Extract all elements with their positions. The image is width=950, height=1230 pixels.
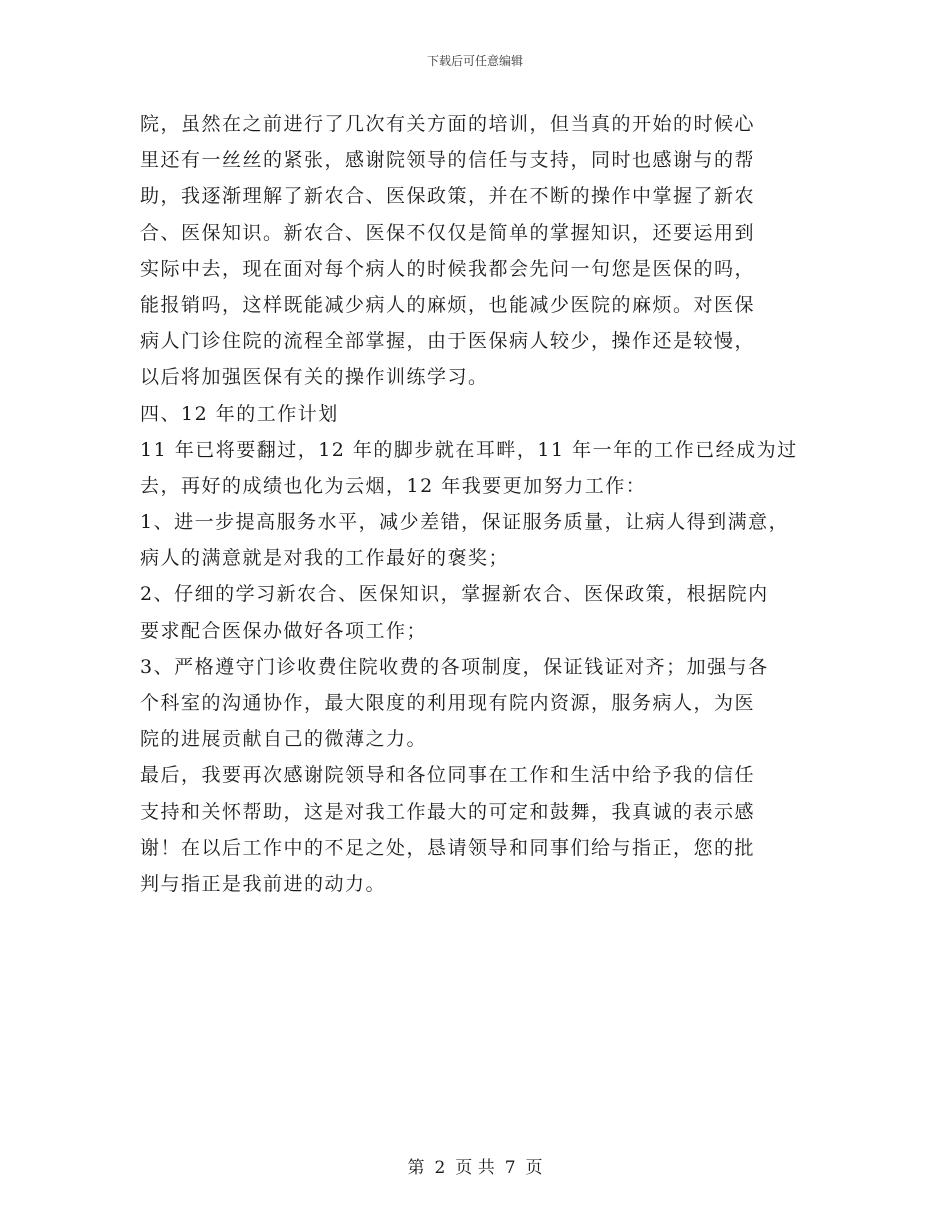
body-line: 助，我逐渐理解了新农合、医保政策，并在不断的操作中掌握了新农	[140, 185, 756, 208]
body-line: 要求配合医保办做好各项工作；	[140, 619, 428, 642]
document-body	[140, 106, 840, 902]
footer-suffix: 页	[525, 1158, 543, 1178]
list-item: 3、严格遵守门诊收费住院收费的各项制度，保证钱证对齐；加强与各	[140, 655, 769, 678]
body-line: 病人的满意就是对我的工作最好的褒奖；	[140, 547, 510, 570]
body-line: 11 年已将要翻过，12 年的脚步就在耳畔，11 年一年的工作已经成为过	[140, 438, 798, 461]
body-line: 里还有一丝丝的紧张，感谢院领导的信任与支持，同时也感谢与的帮	[140, 149, 756, 172]
body-line: 院，虽然在之前进行了几次有关方面的培训，但当真的开始的时候心	[140, 113, 756, 135]
list-item: 2、仔细的学习新农合、医保知识，掌握新农合、医保政策，根据院内	[140, 583, 769, 606]
body-line: 院的进展贡献自己的微薄之力。	[140, 728, 428, 751]
body-line: 实际中去，现在面对每个病人的时候我都会先问一句您是医保的吗，	[140, 257, 756, 280]
page-footer	[0, 1153, 950, 1178]
body-line: 谢！在以后工作中的不足之处，恳请领导和同事们给与指正，您的批	[140, 836, 756, 859]
body-line: 支持和关怀帮助，这是对我工作最大的可定和鼓舞，我真诚的表示感	[140, 800, 756, 823]
body-line: 以后将加强医保有关的操作训练学习。	[140, 366, 489, 389]
body-line: 最后，我要再次感谢院领导和各位同事在工作和生活中给予我的信任	[140, 764, 756, 787]
total-pages-number: 7	[504, 1158, 516, 1178]
body-line: 去，再好的成绩也化为云烟，12 年我要更加努力工作：	[140, 474, 647, 497]
current-page-number: 2	[434, 1158, 446, 1178]
body-line: 能报销吗，这样既能减少病人的麻烦，也能减少医院的麻烦。对医保	[140, 293, 756, 316]
section-heading: 四、12 年的工作计划	[140, 402, 339, 425]
page-header: 下载后可任意编辑	[426, 54, 523, 68]
body-line: 病人门诊住院的流程全部掌握，由于医保病人较少，操作还是较慢，	[140, 330, 756, 353]
list-item: 1、进一步提高服务水平，减少差错，保证服务质量，让病人得到满意，	[140, 511, 790, 534]
body-line: 判与指正是我前进的动力。	[140, 872, 387, 895]
body-line: 合、医保知识。新农合、医保不仅仅是简单的掌握知识，还要运用到	[140, 221, 756, 244]
footer-prefix: 第	[407, 1158, 425, 1178]
footer-middle: 页 共	[455, 1158, 495, 1178]
body-line: 个科室的沟通协作，最大限度的利用现有院内资源，服务病人，为医	[140, 692, 756, 714]
